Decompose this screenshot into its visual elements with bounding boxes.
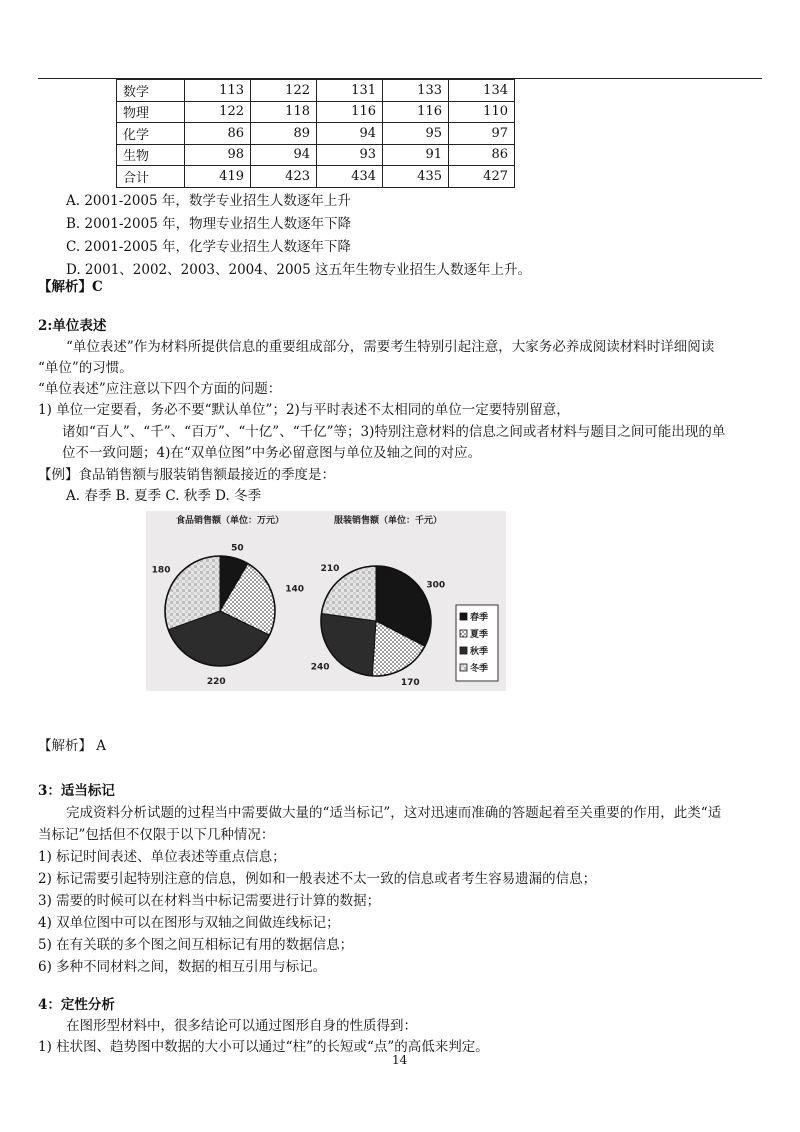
table-cell: 122 [185, 101, 251, 123]
pie-1-label: 180 [151, 565, 171, 576]
s2-line-3: “单位表述”应注意以下四个方面的问题： [38, 381, 282, 397]
section-2-heading: 2:单位表述 [38, 318, 107, 334]
s2-line-6: 位不一致问题；4)在“双单位图”中务必留意图与单位及轴之间的对应。 [62, 445, 482, 461]
legend-label: 夏季 [470, 630, 489, 640]
table-row [117, 123, 515, 145]
table-cell: 94 [251, 144, 317, 166]
table-row [117, 166, 515, 188]
table-cell: 131 [317, 80, 383, 102]
legend-label: 冬季 [470, 664, 489, 674]
s2-line-1: “单位表述”作为材料所提供信息的重要组成部分，需要考生特别引起注意，大家务必养成阅读材料时详细阅读 [66, 339, 715, 355]
option-c: C. 2001-2005 年，化学专业招生人数逐年下降 [66, 239, 351, 255]
s3-item-5: 5) 在有关联的多个图之间互相标记有用的数据信息； [38, 937, 354, 953]
table-row [117, 144, 515, 166]
row-subject: 化学 [117, 123, 185, 145]
pie-charts-figure [146, 511, 506, 691]
table-cell: 434 [317, 166, 383, 188]
example-question: 【例】食品销售额与服装销售额最接近的季度是： [38, 467, 335, 483]
pie-2-label: 170 [400, 678, 420, 689]
legend-swatch [460, 630, 467, 637]
legend-swatch [460, 613, 467, 620]
table-cell: 133 [383, 80, 449, 102]
s2-line-2: “单位”的习惯。 [38, 360, 133, 376]
pie-1-label: 50 [231, 543, 244, 554]
legend-label: 秋季 [470, 647, 489, 657]
legend-swatch [460, 664, 467, 671]
s2-line-5: 诸如“百人”、“千”、“百万”、“十亿”、“千亿”等；3)特别注意材料的信息之间或者材料与题目之间可能出现的单 [62, 424, 726, 440]
option-d: D. 2001、2002、2003、2004、2005 这五年生物专业招生人数逐年上升。 [66, 262, 531, 278]
table-cell: 91 [383, 144, 449, 166]
legend-label: 春季 [470, 613, 489, 623]
s3-item-3: 3) 需要的时候可以在材料当中标记需要进行计算的数据； [38, 893, 381, 909]
table-cell: 86 [185, 123, 251, 145]
page-number: 14 [392, 1053, 408, 1067]
s3-line-1: 完成资料分析试题的过程当中需要做大量的“适当标记”，这对迅速而准确的答题起着至关重要的作用，此类“适 [66, 805, 722, 821]
enrollment-table [116, 79, 515, 188]
s2-line-4: 1) 单位一定要看，务必不要“默认单位”；2)与平时表述不太相同的单位一定要特别留意， [38, 402, 570, 418]
s4-line-2: 1) 柱状图、趋势图中数据的大小可以通过“柱”的长短或“点”的高低来判定。 [38, 1039, 489, 1055]
section-4-heading: 4：定性分析 [38, 997, 115, 1013]
table-cell: 116 [317, 101, 383, 123]
answer-1: 【解析】C [38, 279, 103, 295]
pie-2-label: 210 [320, 564, 340, 575]
table-cell: 93 [317, 144, 383, 166]
s3-item-2: 2) 标记需要引起特别注意的信息，例如和一般表述不太一致的信息或者考生容易遗漏的信息； [38, 871, 597, 887]
pie-1-label: 220 [206, 676, 226, 687]
pie-2-label: 300 [426, 580, 446, 591]
table-cell: 110 [449, 101, 515, 123]
table-cell: 427 [449, 166, 515, 188]
pie-2-label: 240 [310, 662, 330, 673]
pie-2-slice-冬季 [322, 566, 376, 621]
table-cell: 435 [383, 166, 449, 188]
table-cell: 419 [185, 166, 251, 188]
table-cell: 95 [383, 123, 449, 145]
table-row [117, 101, 515, 123]
chart-title-2: 服装销售额（单位：千元） [334, 516, 443, 526]
table-row [117, 80, 515, 102]
s3-item-4: 4) 双单位图中可以在图形与双轴之间做连线标记； [38, 915, 340, 931]
table-cell: 113 [185, 80, 251, 102]
s4-line-1: 在图形型材料中，很多结论可以通过图形自身的性质得到： [66, 1018, 417, 1034]
s3-item-1: 1) 标记时间表述、单位表述等重点信息； [38, 849, 286, 865]
s3-item-6: 6) 多种不同材料之间，数据的相互引用与标记。 [38, 959, 327, 975]
s3-line-2: 当标记”包括但不仅限于以下几种情况： [38, 827, 275, 843]
pie-1-label: 140 [285, 584, 305, 595]
table-cell: 134 [449, 80, 515, 102]
table-cell: 86 [449, 144, 515, 166]
table-cell: 116 [383, 101, 449, 123]
table-cell: 94 [317, 123, 383, 145]
option-a: A. 2001-2005 年，数学专业招生人数逐年上升 [66, 193, 351, 209]
table-cell: 423 [251, 166, 317, 188]
table-cell: 97 [449, 123, 515, 145]
legend-swatch [460, 647, 467, 654]
table-cell: 98 [185, 144, 251, 166]
answer-2: 【解析】 A [38, 738, 107, 754]
row-subject: 合计 [117, 166, 185, 188]
example-options: A. 春季 B. 夏季 C. 秋季 D. 冬季 [66, 488, 262, 504]
section-3-heading: 3：适当标记 [38, 783, 115, 799]
table-cell: 122 [251, 80, 317, 102]
row-subject: 数学 [117, 80, 185, 102]
chart-title-1: 食品销售额（单位：万元） [176, 516, 285, 526]
pie-charts-svg [146, 511, 506, 691]
table-cell: 118 [251, 101, 317, 123]
row-subject: 生物 [117, 144, 185, 166]
table-cell: 89 [251, 123, 317, 145]
row-subject: 物理 [117, 101, 185, 123]
option-b: B. 2001-2005 年，物理专业招生人数逐年下降 [66, 216, 352, 232]
